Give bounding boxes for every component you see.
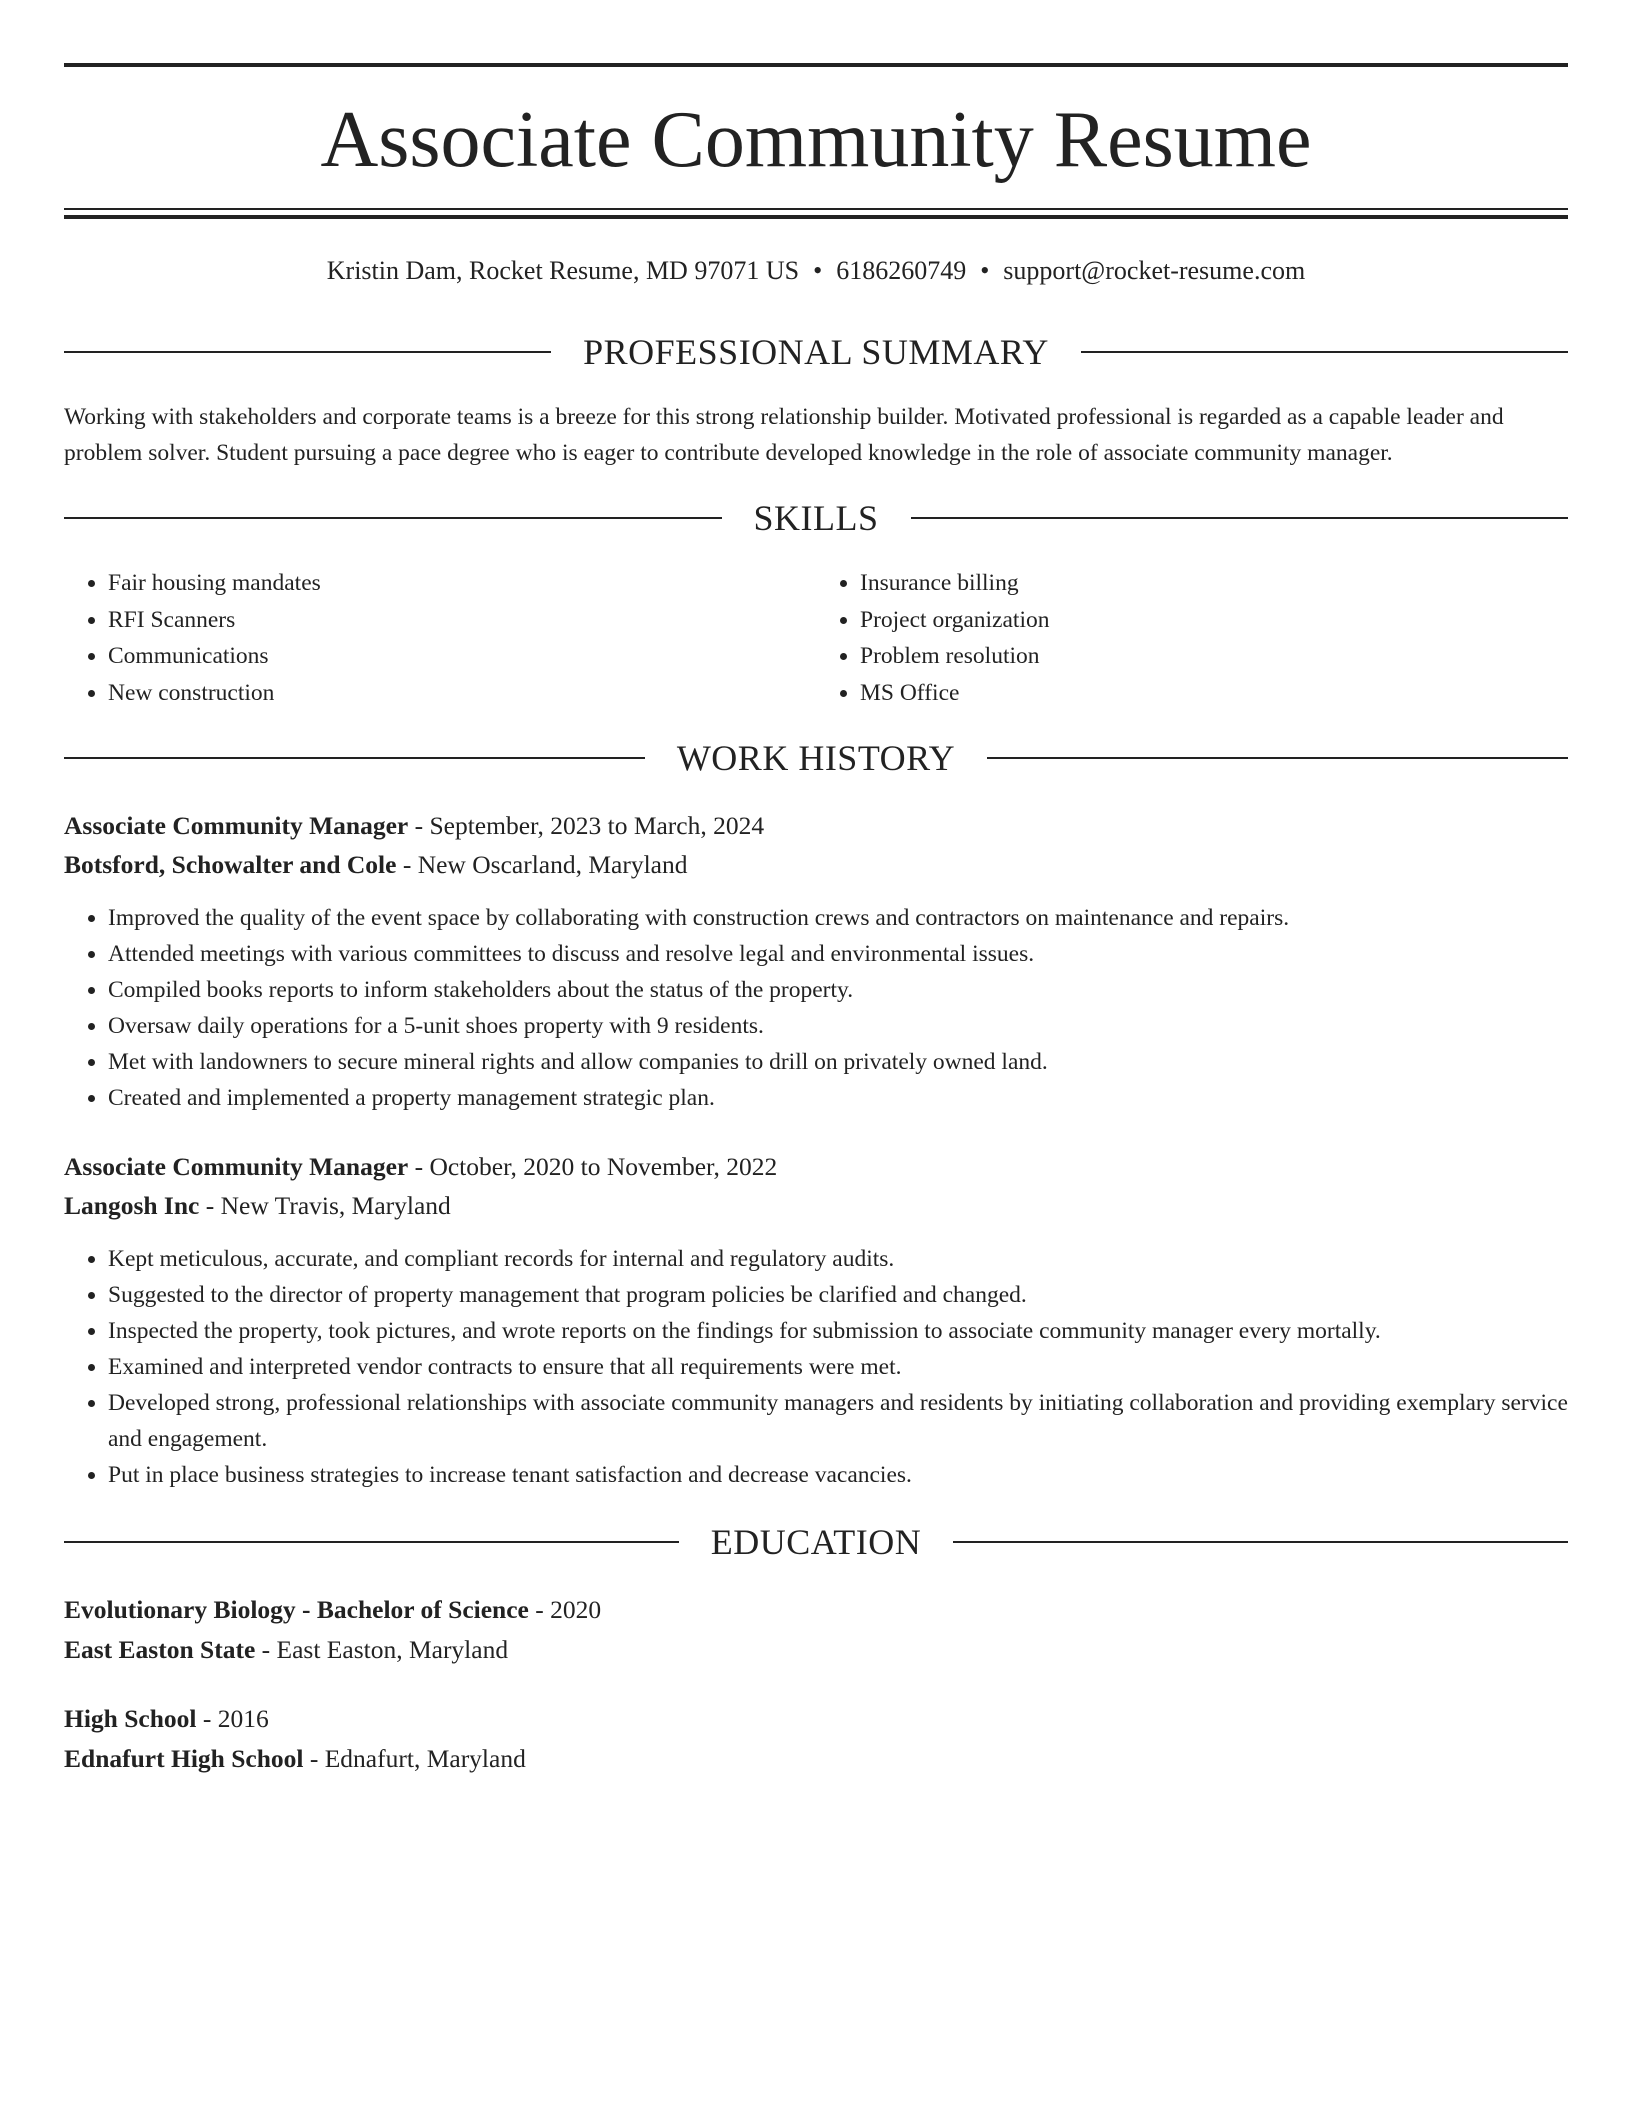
job-dates: September, 2023 to March, 2024 — [429, 811, 765, 840]
section-divider — [64, 517, 722, 519]
section-divider — [987, 757, 1568, 759]
job-bullet: • Kept meticulous, accurate, and compliant records for internal and regulatory audits. — [108, 1241, 1568, 1277]
summary-section-header — [64, 332, 1568, 372]
job-bullets — [64, 1241, 1568, 1493]
skill-item: • Insurance billing — [860, 565, 1568, 602]
job-bullet: • Put in place business strategies to increase tenant satisfaction and decrease vacancies. — [108, 1457, 1568, 1493]
skill-item: • Project organization — [860, 602, 1568, 639]
job-dates: October, 2020 to November, 2022 — [429, 1152, 778, 1181]
section-heading: WORK HISTORY — [676, 738, 956, 778]
summary-text: Working with stakeholders and corporate teams is a breeze for this strong relationship builder. Motivated professional is regarded as a capable leader and problem solver. Student pursuing a pace degree who is eager to contribute developed knowledge in the role of associate community manager. — [64, 404, 1504, 466]
job-location: New Oscarland, Maryland — [417, 850, 688, 879]
education-degree-line: Evolutionary Biology - Bachelor of Science - 2020 — [64, 1595, 602, 1624]
skill-item: • New construction — [108, 675, 816, 712]
job-bullet: • Developed strong, professional relationships with associate community managers and residents by initiating collaboration and providing exemplary service and engagement. — [108, 1385, 1568, 1457]
skill-item: • RFI Scanners — [108, 602, 816, 639]
contact-phone: 6186260749 — [836, 256, 967, 285]
job-bullet: • Improved the quality of the event space by collaborating with construction crews and contractors on maintenance and repairs. — [108, 900, 1568, 936]
skill-item: • Problem resolution — [860, 638, 1568, 675]
contact-separator: • — [980, 256, 990, 285]
job-bullet: • Oversaw daily operations for a 5-unit shoes property with 9 residents. — [108, 1008, 1568, 1044]
job-title: Associate Community Manager — [64, 811, 409, 840]
job-company: Botsford, Schowalter and Cole — [64, 850, 397, 879]
skill-item: • Fair housing mandates — [108, 565, 816, 602]
contact-address: Kristin Dam, Rocket Resume, MD 97071 US — [326, 256, 800, 285]
section-divider — [64, 351, 551, 353]
job-entry — [64, 806, 1568, 1116]
education-school: East Easton State — [64, 1635, 256, 1664]
skills-column-right — [816, 565, 1568, 711]
skill-item: • MS Office — [860, 675, 1568, 712]
contact-separator: • — [813, 256, 823, 285]
job-bullet: • Inspected the property, took pictures, and wrote reports on the findings for submission to associate community manager every mortally. — [108, 1313, 1568, 1349]
contact-email: support@rocket-resume.com — [1003, 256, 1306, 285]
job-location: New Travis, Maryland — [220, 1191, 451, 1220]
job-bullet: • Compiled books reports to inform stakeholders about the status of the property. — [108, 972, 1568, 1008]
work-section-header — [64, 738, 1568, 778]
education-school: Ednafurt High School — [64, 1744, 304, 1773]
job-company-line: Botsford, Schowalter and Cole - New Oscarland, Maryland — [64, 850, 688, 879]
skills-section-header — [64, 498, 1568, 538]
section-heading: PROFESSIONAL SUMMARY — [583, 332, 1049, 372]
skills-column-left — [64, 565, 816, 711]
job-bullet: • Suggested to the director of property management that program policies be clarified and changed. — [108, 1277, 1568, 1313]
skill-item: • Communications — [108, 638, 816, 675]
section-heading: EDUCATION — [710, 1522, 922, 1562]
section-divider — [953, 1541, 1568, 1543]
job-title-line: Associate Community Manager - September, 2023 to March, 2024 — [64, 811, 765, 840]
education-entry — [64, 1699, 1568, 1779]
contact-line — [64, 254, 1568, 288]
title-rule-thin — [64, 208, 1568, 210]
education-school-line: East Easton State - East Easton, Maryland — [64, 1635, 509, 1664]
education-degree-line: High School - 2016 — [64, 1704, 269, 1733]
job-entry — [64, 1147, 1568, 1493]
education-degree: High School — [64, 1704, 197, 1733]
skills-list — [64, 565, 1568, 711]
job-bullet: • Met with landowners to secure mineral rights and allow companies to drill on privately owned land. — [108, 1044, 1568, 1080]
job-bullet: • Examined and interpreted vendor contracts to ensure that all requirements were met. — [108, 1349, 1568, 1385]
education-school-line: Ednafurt High School - Ednafurt, Maryland — [64, 1744, 526, 1773]
job-company: Langosh Inc — [64, 1191, 200, 1220]
job-bullet: • Created and implemented a property management strategic plan. — [108, 1080, 1568, 1116]
job-title: Associate Community Manager — [64, 1152, 409, 1181]
section-divider — [64, 757, 645, 759]
education-section-header — [64, 1522, 1568, 1562]
title-rule-thick — [64, 215, 1568, 219]
education-entry — [64, 1590, 1568, 1670]
page-title: Associate Community Resume — [320, 96, 1312, 184]
education-degree: Evolutionary Biology - Bachelor of Science — [64, 1595, 529, 1624]
education-location: East Easton, Maryland — [276, 1635, 509, 1664]
job-bullet: • Attended meetings with various committees to discuss and resolve legal and environmental issues. — [108, 936, 1568, 972]
job-title-line: Associate Community Manager - October, 2020 to November, 2022 — [64, 1152, 778, 1181]
education-year: 2016 — [217, 1704, 269, 1733]
section-divider — [911, 517, 1569, 519]
job-company-line: Langosh Inc - New Travis, Maryland — [64, 1191, 451, 1220]
section-heading: SKILLS — [753, 498, 879, 538]
education-location: Ednafurt, Maryland — [324, 1744, 526, 1773]
section-divider — [64, 1541, 679, 1543]
job-bullets — [64, 900, 1568, 1116]
education-year: 2020 — [550, 1595, 602, 1624]
section-divider — [1081, 351, 1568, 353]
top-rule — [64, 63, 1568, 67]
